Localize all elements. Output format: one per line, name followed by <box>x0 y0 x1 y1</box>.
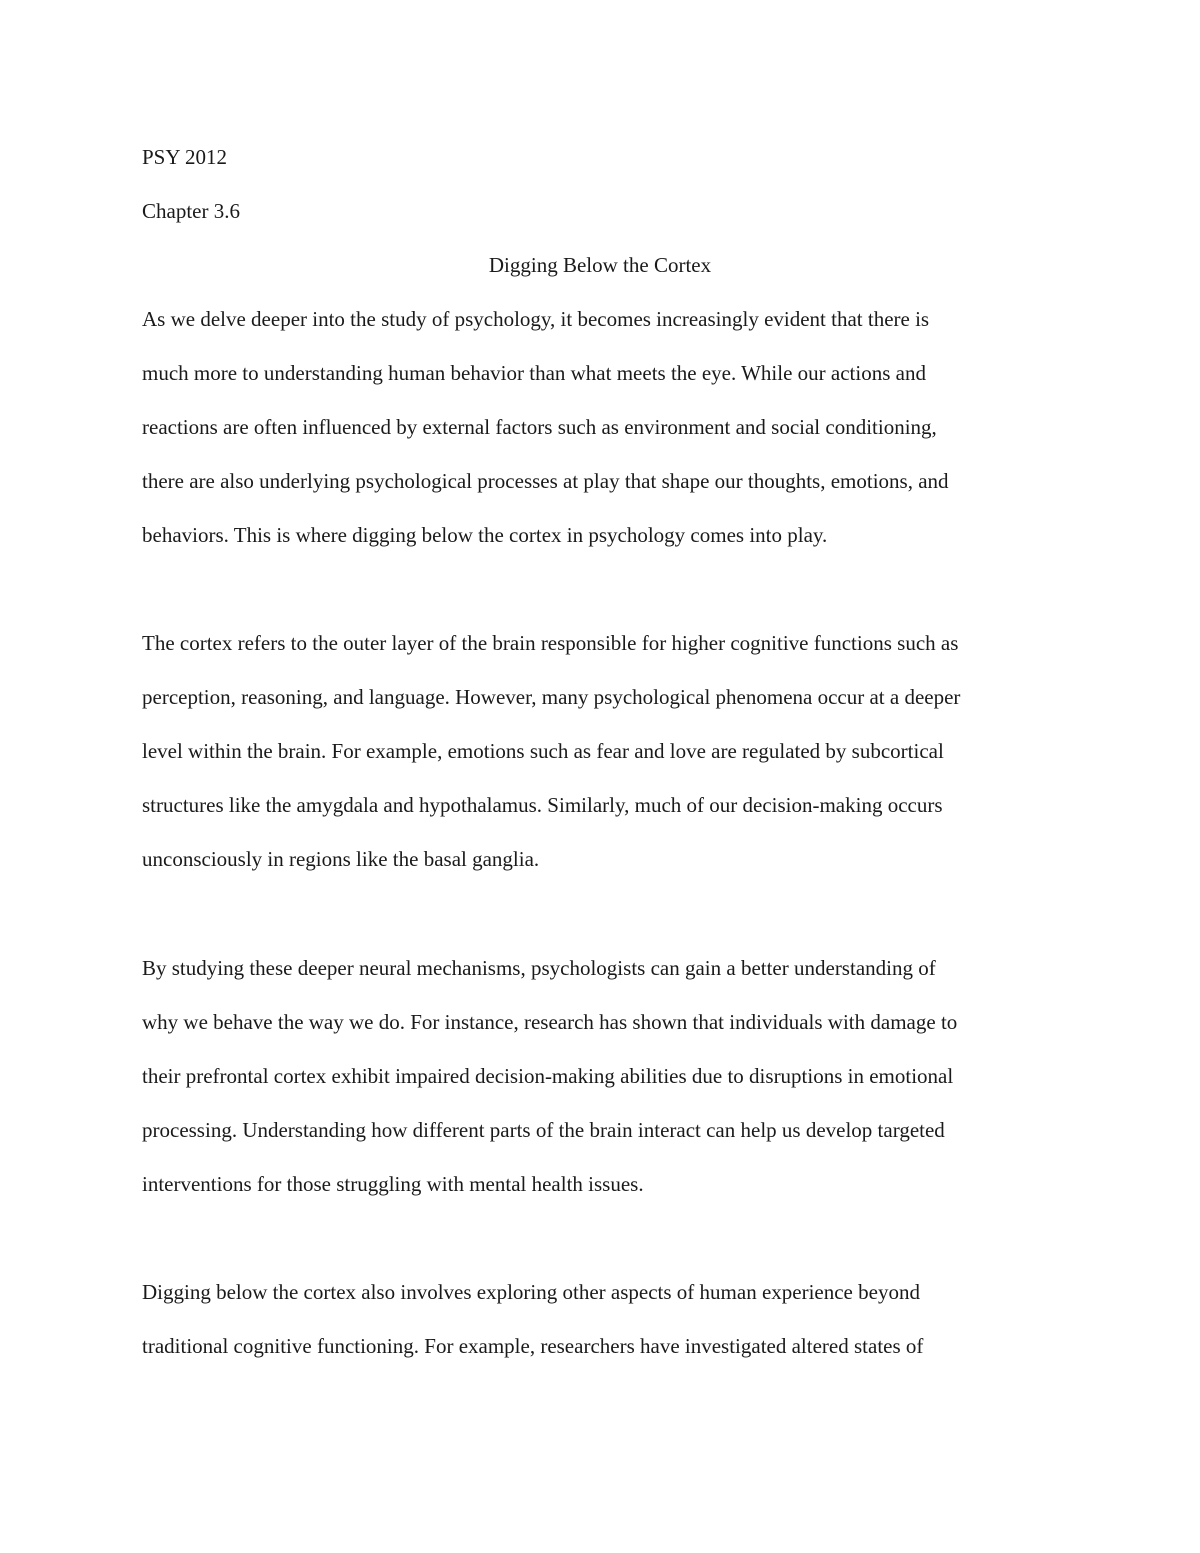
text-line: reactions are often influenced by external factors such as environment and social conditioning, <box>142 415 937 439</box>
text-line: processing. Understanding how different parts of the brain interact can help us develop targeted <box>142 1118 945 1142</box>
document-title: Digging Below the Cortex <box>488 253 712 277</box>
text-line: traditional cognitive functioning. For example, researchers have investigated altered states of <box>142 1334 924 1358</box>
text-line: their prefrontal cortex exhibit impaired decision-making abilities due to disruptions in emotional <box>142 1064 954 1088</box>
text-line: much more to understanding human behavior than what meets the eye. While our actions and <box>142 361 926 385</box>
text-line: behaviors. This is where digging below the cortex in psychology comes into play. <box>142 523 828 547</box>
text-line: The cortex refers to the outer layer of the brain responsible for higher cognitive functions such as <box>142 631 959 655</box>
chapter-label: Chapter 3.6 <box>142 199 240 223</box>
text-line: interventions for those struggling with mental health issues. <box>142 1172 644 1196</box>
text-line: level within the brain. For example, emotions such as fear and love are regulated by subcortical <box>142 739 944 763</box>
text-line: As we delve deeper into the study of psychology, it becomes increasingly evident that there is <box>142 307 930 331</box>
text-line: By studying these deeper neural mechanisms, psychologists can gain a better understanding of <box>142 956 936 980</box>
text-line: unconsciously in regions like the basal ganglia. <box>142 847 540 871</box>
text-line: there are also underlying psychological processes at play that shape our thoughts, emotions, and <box>142 469 949 493</box>
text-line: structures like the amygdala and hypothalamus. Similarly, much of our decision-making occurs <box>142 793 943 817</box>
text-line: perception, reasoning, and language. However, many psychological phenomena occur at a deeper <box>142 685 961 709</box>
text-line: why we behave the way we do. For instance, research has shown that individuals with damage to <box>142 1010 958 1034</box>
text-line: Digging below the cortex also involves exploring other aspects of human experience beyond <box>142 1280 920 1304</box>
course-code: PSY 2012 <box>142 145 227 169</box>
